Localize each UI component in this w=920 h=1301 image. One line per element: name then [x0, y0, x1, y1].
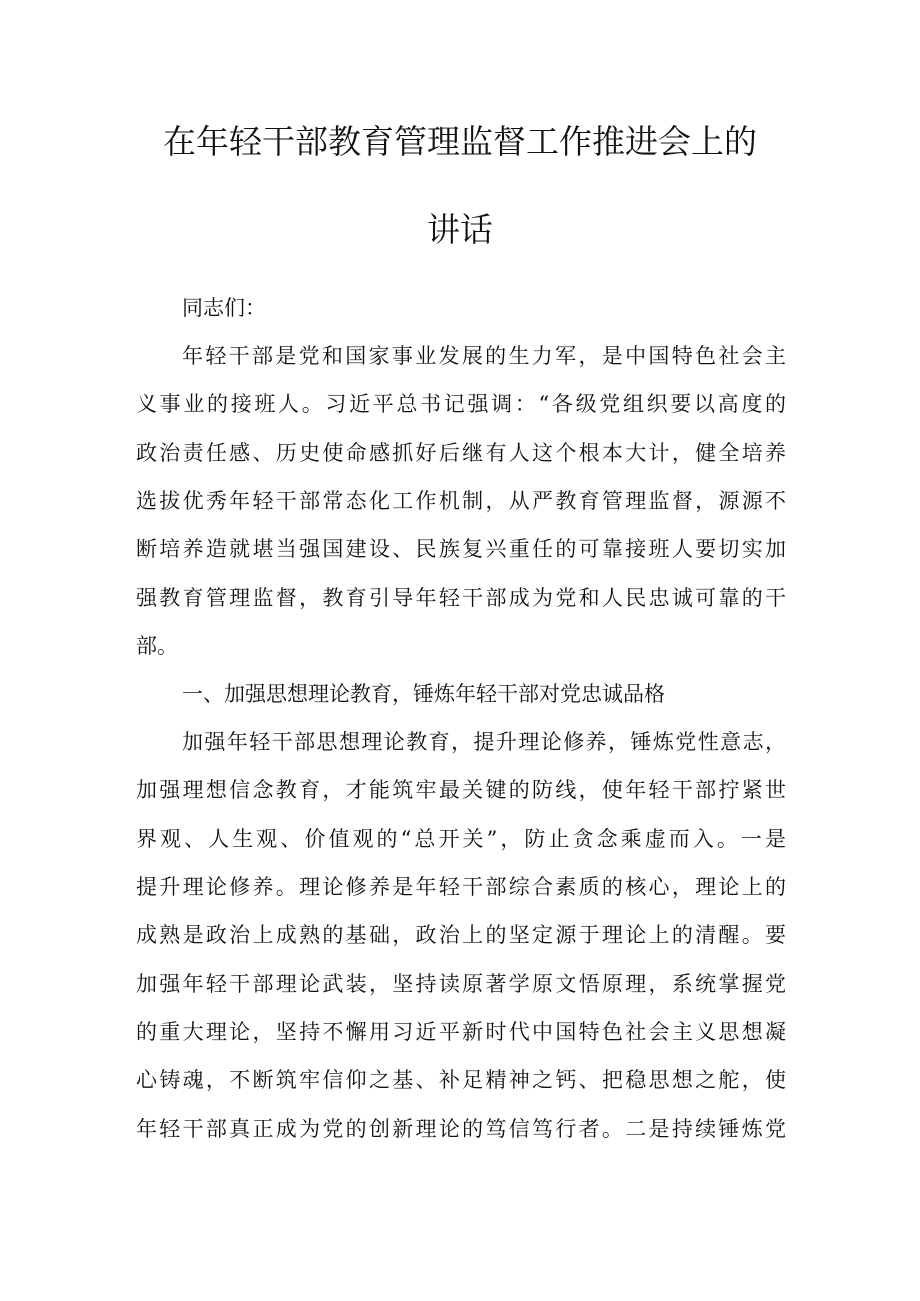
paragraph-line: 年轻干部真正成为党的创新理论的笃信笃行者。二是持续锤炼党 — [136, 1116, 786, 1141]
paragraph-line: 加强年轻干部思想理论教育，提升理论修养，锤炼党性意志， — [182, 730, 786, 754]
paragraph-intro — [136, 332, 786, 670]
paragraph-line: 政治责任感、历史使命感抓好后继有人这个根本大计，健全培养 — [136, 440, 786, 465]
paragraph-line: 加强理想信念教育，才能筑牢最关键的防线，使年轻干部拧紧世 — [136, 778, 786, 803]
paragraph-line: 加强年轻干部理论武装，坚持读原著学原文悟原理，系统掌握党 — [136, 971, 786, 996]
section-heading-text: 一、加强思想理论教育，锤炼年轻干部对党忠诚品格 — [182, 682, 665, 706]
paragraph-line: 部。 — [136, 634, 178, 659]
paragraph-line: 强教育管理监督，教育引导年轻干部成为党和人民忠诚可靠的干 — [136, 585, 786, 610]
paragraph-line: 义事业的接班人。习近平总书记强调：“各级党组织要以高度的 — [136, 392, 786, 417]
paragraph-line: 心铸魂，不断筑牢信仰之基、补足精神之钙、把稳思想之舵，使 — [136, 1068, 786, 1093]
document-title-line-1: 在年轻干部教育管理监督工作推进会上的 — [163, 122, 757, 161]
document-title-line-2: 讲话 — [427, 210, 493, 249]
salutation: 同志们： — [182, 296, 266, 320]
paragraph-line: 成熟是政治上成熟的基础，政治上的坚定源于理论上的清醒。要 — [136, 923, 786, 948]
paragraph-line: 年轻干部是党和国家事业发展的生力军，是中国特色社会主 — [182, 344, 786, 368]
paragraph-line: 提升理论修养。理论修养是年轻干部综合素质的核心，理论上的 — [136, 875, 786, 900]
paragraph-line: 选拔优秀年轻干部常态化工作机制，从严教育管理监督，源源不 — [136, 489, 786, 514]
paragraph-line: 的重大理论，坚持不懈用习近平新时代中国特色社会主义思想凝 — [136, 1020, 786, 1045]
paragraph-section-1 — [136, 718, 786, 1153]
paragraph-line: 断培养造就堪当强国建设、民族复兴重任的可靠接班人要切实加 — [136, 537, 786, 562]
paragraph-line: 界观、人生观、价值观的“总开关”，防止贪念乘虚而入。一是 — [136, 826, 786, 851]
section-heading-1 — [136, 670, 786, 718]
